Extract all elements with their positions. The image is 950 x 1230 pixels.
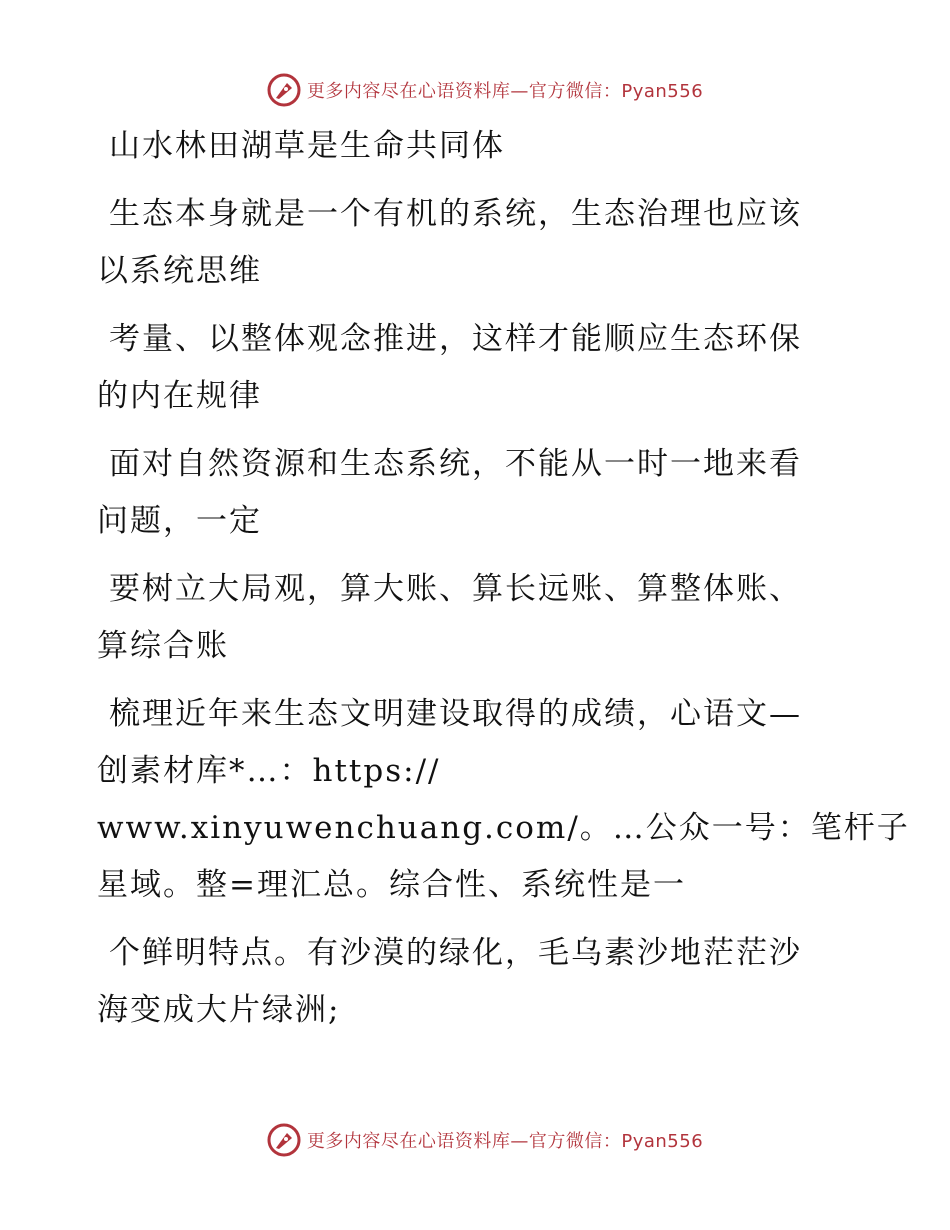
- paragraph-2: [97, 186, 837, 300]
- text-line: 面对自然资源和生态系统，不能从一时一地来看: [109, 446, 802, 482]
- text-line: 以系统思维: [97, 253, 262, 289]
- paragraph-4: [97, 436, 837, 550]
- paragraph-7: [97, 925, 837, 1039]
- text-line: 山水林田湖草是生命共同体: [109, 128, 505, 164]
- text-line: 星域。整=理汇总。综合性、系统性是一: [97, 867, 686, 903]
- paragraph-3: [97, 311, 837, 425]
- pen-nib-logo-icon: [267, 1123, 301, 1157]
- header-banner-inner: [267, 73, 703, 107]
- text-line: 要树立大局观，算大账、算长远账、算整体账、: [109, 571, 802, 607]
- text-line: 个鲜明特点。有沙漠的绿化，毛乌素沙地茫茫沙: [109, 935, 802, 971]
- text-line: 海变成大片绿洲;: [97, 992, 341, 1028]
- document-body: [97, 118, 910, 1050]
- paragraph-1: [97, 118, 837, 175]
- text-line: 生态本身就是一个有机的系统，生态治理也应该: [109, 196, 802, 232]
- text-line: 问题，一定: [97, 503, 262, 539]
- paragraph-6: [97, 686, 910, 914]
- text-line: 的内在规律: [97, 378, 262, 414]
- paragraph-5: [97, 561, 837, 675]
- header-banner-text: 更多内容尽在心语资料库—官方微信：Pyan556: [306, 81, 704, 102]
- header-banner: [0, 70, 950, 110]
- pen-nib-logo-icon: [267, 73, 301, 107]
- text-line: 创素材库*…：https://: [97, 753, 441, 789]
- text-line: 梳理近年来生态文明建设取得的成绩，心语文—: [109, 696, 802, 732]
- text-line: www.xinyuwenchuang.com/。…公众一号：笔杆子: [97, 810, 910, 846]
- text-line: 考量、以整体观念推进，这样才能顺应生态环保: [109, 321, 802, 357]
- text-line: 算综合账: [97, 628, 229, 664]
- footer-banner: [0, 1120, 950, 1160]
- footer-banner-text: 更多内容尽在心语资料库—官方微信：Pyan556: [306, 1131, 704, 1152]
- footer-banner-inner: [267, 1123, 703, 1157]
